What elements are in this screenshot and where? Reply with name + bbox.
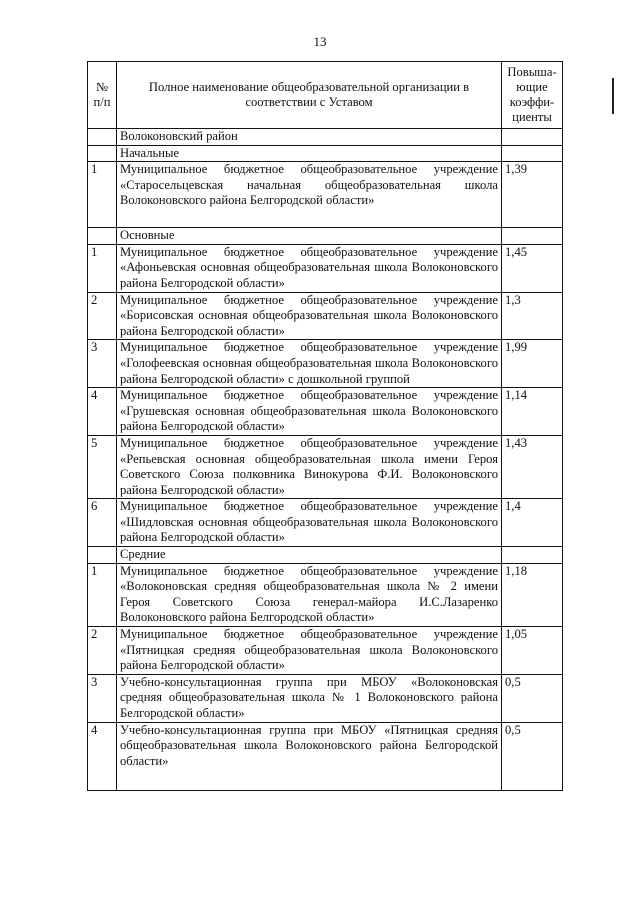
row-name: Муниципальное бюджетное общеобразовательное учреждение «Репьевская основная общеобразовательная школа имени Героя Советского Союза полковника Винокурова Ф.И. Волоконовского района Белгородской области» (117, 435, 502, 498)
row-name: Муниципальное бюджетное общеобразовательное учреждение «Грушевская основная общеобразовательная школа Волоконовского района Белгородской области» (117, 388, 502, 436)
row-num: 3 (88, 340, 117, 388)
row-coef: 1,43 (502, 435, 563, 498)
row-num: 3 (88, 674, 117, 722)
table-row (88, 722, 563, 790)
group-title: Основные (117, 228, 502, 245)
row-coef: 1,45 (502, 244, 563, 292)
table-row (88, 435, 563, 498)
row-coef: 1,18 (502, 563, 563, 626)
row-coef: 1,3 (502, 292, 563, 340)
row-name: Учебно-консультационная группа при МБОУ «Пятницкая средняя общеобразовательная школа Волоконовского района Белгородской области» (117, 722, 502, 790)
header-num: № п/п (88, 62, 117, 129)
row-coef: 1,99 (502, 340, 563, 388)
row-name: Муниципальное бюджетное общеобразовательное учреждение «Борисовская основная общеобразовательная школа Волоконовского района Белгородской области» (117, 292, 502, 340)
group-title: Начальные (117, 145, 502, 162)
table-row (88, 388, 563, 436)
schools-table (87, 61, 563, 791)
row-coef: 0,5 (502, 722, 563, 790)
table-row (88, 627, 563, 675)
header-name: Полное наименование общеобразовательной организации в соответствии с Уставом (117, 62, 502, 129)
table-row (88, 340, 563, 388)
row-name: Учебно-консультационная группа при МБОУ «Волоконовская средняя общеобразовательная школа № 1 Волоконовского района Белгородской области» (117, 674, 502, 722)
table-row (88, 162, 563, 228)
header-coef: Повыша-ющие коэффи-циенты (502, 62, 563, 129)
row-num: 4 (88, 388, 117, 436)
group-title: Средние (117, 547, 502, 564)
row-num: 6 (88, 499, 117, 547)
row-num: 2 (88, 627, 117, 675)
row-name: Муниципальное бюджетное общеобразовательное учреждение «Волоконовская средняя общеобразовательная школа № 2 имени Героя Советского Союза генерал-майора И.С.Лазаренко Волоконовского района Белгородской области» (117, 563, 502, 626)
row-coef: 0,5 (502, 674, 563, 722)
row-name: Муниципальное бюджетное общеобразовательное учреждение «Афоньевская основная общеобразовательная школа Волоконовского района Белгородской области» (117, 244, 502, 292)
row-coef: 1,39 (502, 162, 563, 228)
table-row (88, 244, 563, 292)
row-num: 1 (88, 162, 117, 228)
row-num: 5 (88, 435, 117, 498)
table-row (88, 499, 563, 547)
margin-mark (612, 78, 614, 114)
row-name: Муниципальное бюджетное общеобразовательное учреждение «Голофеевская основная общеобразовательная школа Волоконовского района Белгородской области» с дошкольной группой (117, 340, 502, 388)
row-num: 1 (88, 244, 117, 292)
row-coef: 1,4 (502, 499, 563, 547)
row-name: Муниципальное бюджетное общеобразовательное учреждение «Шидловская основная общеобразовательная школа Волоконовского района Белгородской области» (117, 499, 502, 547)
district-name: Волоконовский район (117, 129, 502, 146)
page-number: 13 (313, 34, 327, 49)
row-coef: 1,05 (502, 627, 563, 675)
row-num: 4 (88, 722, 117, 790)
row-name: Муниципальное бюджетное общеобразовательное учреждение «Пятницкая средняя общеобразовательная школа Волоконовского района Белгородской области» (117, 627, 502, 675)
row-name: Муниципальное бюджетное общеобразовательное учреждение «Старосельцевская начальная общеобразовательная школа Волоконовского района Белгородской области» (117, 162, 502, 228)
table-row (88, 563, 563, 626)
row-num: 2 (88, 292, 117, 340)
row-num: 1 (88, 563, 117, 626)
table-row (88, 674, 563, 722)
table-row (88, 292, 563, 340)
row-coef: 1,14 (502, 388, 563, 436)
